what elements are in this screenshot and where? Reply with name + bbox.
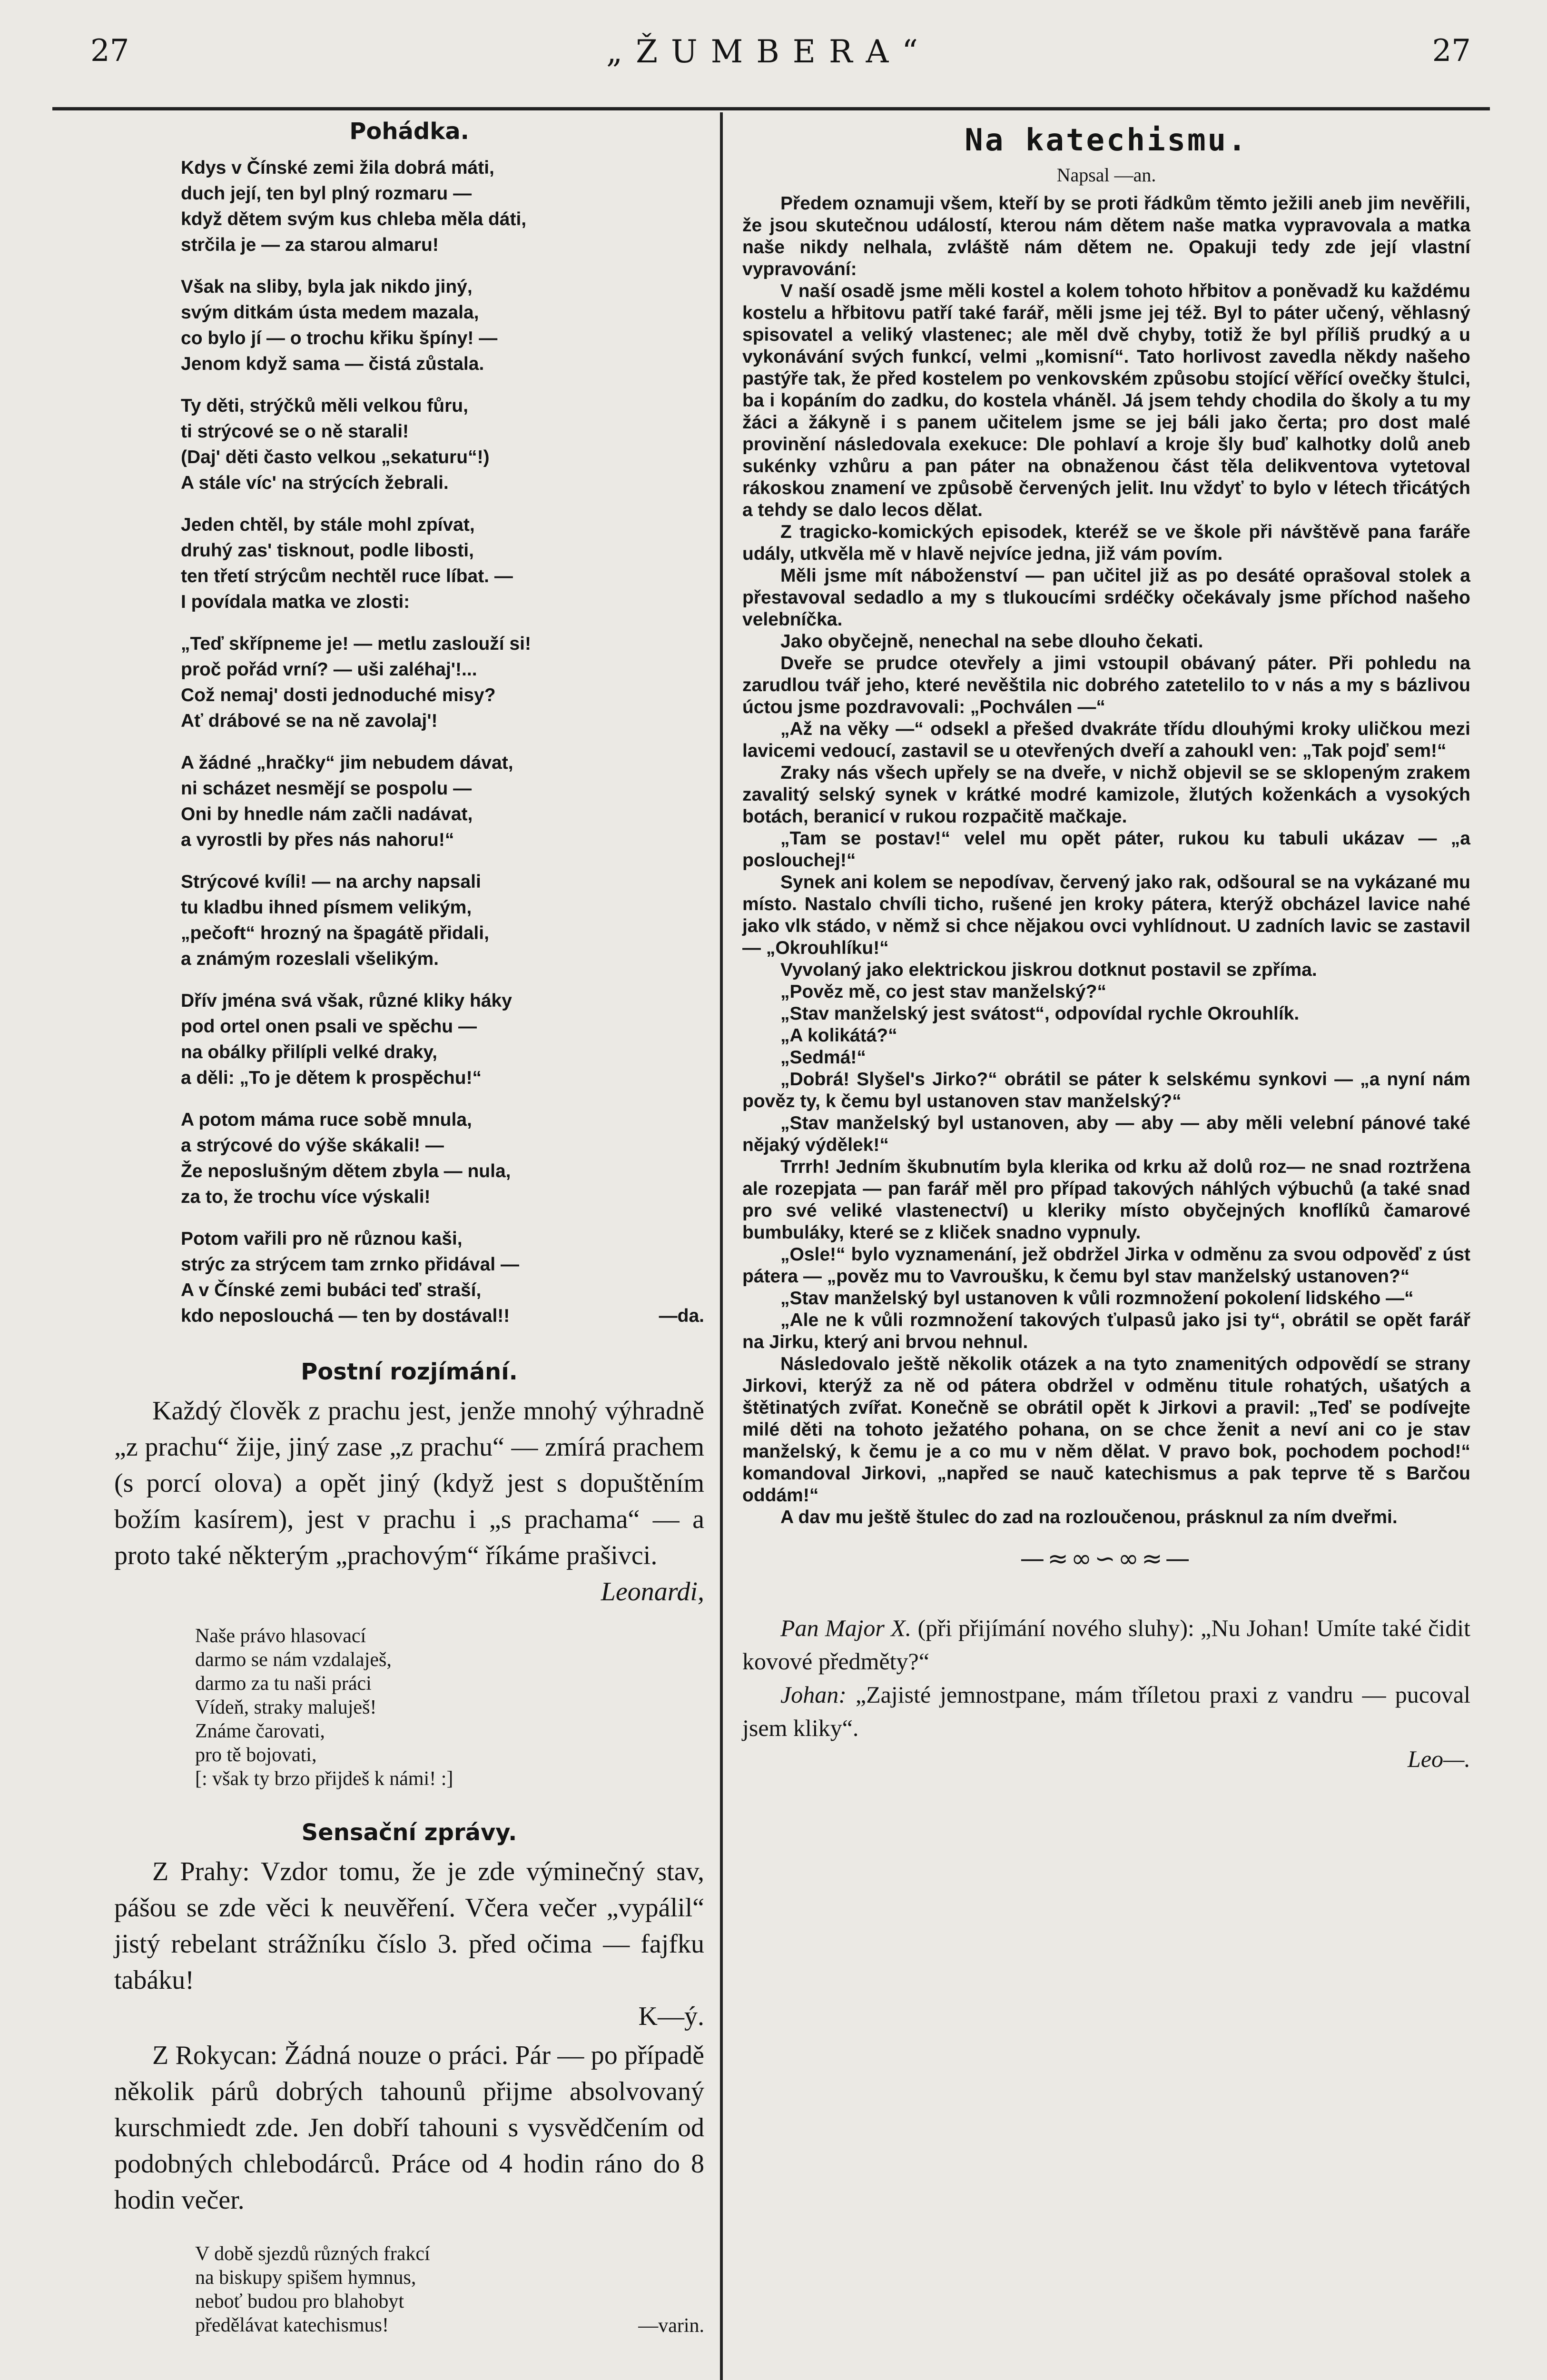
verse-line: Jenom když sama — čistá zůstala. bbox=[181, 354, 484, 374]
anecdote-line-1 bbox=[742, 1611, 1470, 1678]
paragraph: „Osle!“ bylo vyznamenání, jež obdržel Jirka v odměnu za svou odpověď z úst pátera — „pověz mu to Vavroušku, k čemu byl stav manželský ustanoven?“ bbox=[742, 1244, 1470, 1287]
pohadka-stanza-10 bbox=[181, 1226, 704, 1329]
verse-line: ni scházet nesmějí se pospolu — bbox=[181, 778, 472, 799]
verse-line: duch její, ten byl plný rozmaru — bbox=[181, 183, 472, 204]
column-divider bbox=[720, 112, 723, 2380]
verse-line: pro tě bojovati, bbox=[195, 1744, 317, 1766]
sensacni-verse bbox=[195, 2242, 704, 2337]
verse-line: Potom vařili pro ně různou kaši, bbox=[181, 1229, 463, 1249]
verse-line: Známe čarovati, bbox=[195, 1720, 325, 1742]
verse-line: Strýcové kvíli! — na archy napsali bbox=[181, 872, 481, 892]
verse-line: A potom máma ruce sobě mnula, bbox=[181, 1110, 472, 1130]
ornament-divider: —≈∞∽∞≈— bbox=[1020, 1545, 1193, 1573]
masthead-title: „ŽUMBERA“ bbox=[606, 33, 932, 70]
pohadka-stanza-10-wrap bbox=[181, 1226, 704, 1329]
speaker-name: Johan: bbox=[780, 1681, 847, 1708]
verse-line: Že neposlušným dětem zbyla — nula, bbox=[181, 1161, 511, 1181]
katechismus-byline: Napsal —an. bbox=[1056, 164, 1156, 186]
paragraph: „Tam se postav!“ velel mu opět páter, rukou ku tabuli ukázav — „a poslouchej!“ bbox=[742, 828, 1470, 871]
verse-line: Oni by hnedle nám začli nadávat, bbox=[181, 804, 473, 824]
page-number-left: 27 bbox=[90, 33, 129, 69]
paragraph: „Stav manželský byl ustanoven, aby — aby — aby měli velební pánové také nějaký výdělek!“ bbox=[742, 1113, 1470, 1155]
paragraph: Dveře se prudce otevřely a jimi vstoupil obávaný páter. Při pohledu na zarudlou tvář jeho, které nevěštila nic dobrého zatetelilo to v nás a my s bázlivou úctou jsme pozdravovali: „Pochválen —“ bbox=[742, 653, 1470, 717]
verse-line: předělávat katechismus! bbox=[195, 2314, 389, 2336]
verse-line: pod ortel onen psali ve spěchu — bbox=[181, 1016, 477, 1037]
verse-line: I povídala matka ve zlosti: bbox=[181, 592, 410, 612]
verse-line: Ty děti, strýčků měli velkou fůru, bbox=[181, 396, 468, 416]
katechismus-body bbox=[742, 193, 1470, 1528]
verse-line: A žádné „hračky“ jim nebudem dávat, bbox=[181, 753, 513, 773]
sensacni-praha-signature: K—ý. bbox=[638, 2002, 704, 2031]
verse-line: a známým rozeslali všelikým. bbox=[181, 949, 439, 969]
paragraph: Měli jsme mít náboženství — pan učitel již as po desáté oprašoval stolek a přestavoval sedadlo a my s tlukoucími srdéčky očekávaly jsme příchod našeho velebníčka. bbox=[742, 565, 1470, 630]
anecdote-signature: Leo—. bbox=[1408, 1745, 1470, 1772]
verse-line: druhý zas' tisknout, podle libosti, bbox=[181, 540, 474, 561]
anecdote bbox=[742, 1611, 1470, 1773]
paragraph: Z tragicko-komických episodek, kteréž se ve škole při návštěvě pana faráře udály, utkvěla mě v hlavě nejvíce jedna, již vám povím. bbox=[742, 522, 1470, 564]
verse-line: strýc za strýcem tam zrnko přidával — bbox=[181, 1254, 519, 1275]
sensacni-verse-signature: —varin. bbox=[638, 2315, 704, 2337]
pohadka-stanza-3 bbox=[181, 393, 704, 496]
paragraph: Synek ani kolem se nepodívav, červený jako rak, odšoural se na vykázané mu místo. Nastalo chvíli ticho, rušené jen kroky pátera, kterýž obcházel lavice nahé jako vlk stádo, v němž si chce nějakou ovci vyhlídnout. U zadních lavic se zastavil — „Okrouhlíku!“ bbox=[742, 872, 1470, 958]
page-header bbox=[43, 33, 1495, 86]
verse-line: za to, že trochu více výskali! bbox=[181, 1187, 431, 1207]
pohadka-stanza-2 bbox=[181, 274, 704, 377]
paragraph: „Pověz mě, co jest stav manželský?“ bbox=[780, 982, 1106, 1002]
paragraph: „Až na věky —“ odsekl a přešed dvakráte třídu dlouhými kroky uličkou mezi lavicemi vedoucí, zastavil se u otevřených dveří a zahoukl ven: „Tak pojď sem!“ bbox=[742, 719, 1470, 761]
paragraph: V naší osadě jsme měli kostel a kolem tohoto hřbitov a poněvadž ku každému kostelu a hřbitovu patří také farář, měli jsme jej též. Byl to páter učený, věhlasný spisovatel a veliký vlastenec; ale měl dvě chyby, totiž že byl příliš prudký a u vykonávání svých funkcí, velmi „komisní“. Tato horlivost zavedla někdy našeho pastýře tak, že před kostelem po venkovském způsobu stojící věřící ovečky štulci, ba i kopáním do zadku, do kostela vháněl. Já jsem tehdy chodila do školy a tu my žáci a žákyně i s panem učitelem jsme se jej báli jako čerta; pro dost malé provinění následovala exekuce: Dle pohlaví a kroje šly buď kalhotky dolů aneb sukénky vzhůru a pan páter na obnaženou část těla delikventova vytetoval rákoskou znamení ve způsobě červených jelit. Inu vždyť to bylo v létech třicátých a tehdy se dalo lecos dělat. bbox=[742, 281, 1470, 520]
verse-line: darmo za tu naši práci bbox=[195, 1673, 372, 1695]
verse-line: „pečoft“ hrozný na špagátě přidali, bbox=[181, 923, 489, 943]
verse-line: a vyrostli by přes nás nahoru!“ bbox=[181, 830, 454, 850]
verse-line: A v Čínské zemi bubáci teď straší, bbox=[181, 1280, 482, 1300]
verse-line: co bylo jí — o trochu křiku špíny! — bbox=[181, 328, 498, 348]
paragraph: „Ale ne k vůli rozmnožení takových ťulpasů jako jsi ty“, obrátil se opět farář na Jirku, který ani brvou nehnul. bbox=[742, 1310, 1470, 1352]
verse-line: kdo neposlouchá — ten by dostával!! bbox=[181, 1306, 510, 1326]
paragraph: „Dobrá! Slyšel's Jirko?“ obrátil se páter k selskému synkovi — „a nyní nám pověz ty, k čemu byl ustanoven stav manželský?“ bbox=[742, 1069, 1470, 1111]
verse-line: V době sjezdů různých frakcí bbox=[195, 2243, 430, 2265]
pohadka-title: Pohádka. bbox=[349, 118, 469, 145]
sensacni-rokycany: Z Rokycan: Žádná nouze o práci. Pár — po případě několik párů dobrých tahounů přijme absolvovaný kurschmiedt zde. Jen dobří tahouni s vysvědčením od podobných chlebodárců. Práce od 4 hodin ráno do 8 hodin večer. bbox=[114, 2041, 704, 2215]
verse-line: Vídeň, straky maluješ! bbox=[195, 1696, 377, 1718]
right-column bbox=[742, 112, 1470, 2380]
verse-line: ti strýcové se o ně starali! bbox=[181, 421, 409, 442]
postni-text: Každý člověk z prachu jest, jenže mnohý výhradně „z prachu“ žije, jiný zase „z prachu“ — zmírá prachem (s porcí olova) a opět jiný (když jest s dopuštěním božím kasírem), jest v prachu i „s prachama“ — a proto také některým „prachovým“ říkáme prašivci. bbox=[114, 1396, 704, 1570]
page-number-right: 27 bbox=[1432, 33, 1471, 69]
postni-verse bbox=[195, 1624, 704, 1791]
anecdote-line-2 bbox=[742, 1678, 1470, 1745]
verse-line: A stále víc' na strýcích žebrali. bbox=[181, 473, 449, 493]
postni-title: Postní rozjímání. bbox=[301, 1359, 518, 1385]
pohadka-poem bbox=[181, 155, 704, 1329]
paragraph: „A kolikátá?“ bbox=[780, 1025, 897, 1046]
pohadka-stanza-8 bbox=[181, 988, 704, 1091]
pohadka-stanza-1 bbox=[181, 155, 704, 258]
speaker-name: Pan Major X. bbox=[780, 1615, 912, 1641]
verse-line: (Daj' děti často velkou „sekaturu“!) bbox=[181, 447, 490, 467]
verse-line: když dětem svým kus chleba měla dáti, bbox=[181, 209, 527, 229]
verse-line: proč pořád vrní? — uši zaléhaj'!... bbox=[181, 659, 477, 680]
pohadka-stanza-4 bbox=[181, 512, 704, 615]
paragraph: Trrrh! Jedním škubnutím byla klerika od krku až dolů roz— ne snad roztržena ale rozepjata — pan farář měl pro případ takových náhlých výbuchů (a také snad pro své veliké vlastenectví) u kleriky místo obyčejných knoflíků čamarové bumbuláky, které se z kliček snadno vypnuly. bbox=[742, 1157, 1470, 1243]
speaker-text: „Zajisté jemnostpane, mám tříletou praxi z vandru — pucoval jsem kliky“. bbox=[742, 1681, 1470, 1741]
verse-line: tu kladbu ihned písmem velikým, bbox=[181, 897, 472, 918]
katechismus-title: Na katechismu. bbox=[965, 123, 1248, 158]
verse-line: strčila je — za starou almaru! bbox=[181, 235, 439, 255]
postni-signature: Leonardi, bbox=[601, 1577, 704, 1606]
pohadka-stanza-6 bbox=[181, 750, 704, 853]
verse-line: svým ditkám ústa medem mazala, bbox=[181, 302, 479, 323]
speaker-text: (při přijímání nového sluhy): „Nu Johan! Umíte také čidit kovové předměty?“ bbox=[742, 1615, 1470, 1675]
paragraph: Následovalo ještě několik otázek a na tyto znamenitých odpovědí se strany Jirkovi, kterýž za ně od pátera obdržel v odměnu titule rohatých, ušatých a štětinatých zvířat. Konečně se obrátil opět k Jirkovi a pravil: „Teď se podívejte milé děti na tohoto ježatého pohana, on se chce ženit a neví ani co je stav manželský, k čemu je a co mu v něm dělat. V pravo bok, pochodem pochod!“ komandoval Jirkovi, „napřed se nauč katechismus a pak teprve tě s Barčou oddám!“ bbox=[742, 1354, 1470, 1506]
paragraph: „Stav manželský byl ustanoven k vůli rozmnožení pokolení lidského —“ bbox=[780, 1288, 1414, 1309]
verse-line: Kdys v Čínské zemi žila dobrá máti, bbox=[181, 158, 494, 178]
verse-line: [: však ty brzo přijdeš k námi! :] bbox=[195, 1768, 453, 1790]
pohadka-signature: —da. bbox=[659, 1306, 704, 1326]
verse-line: ten třetí strýcům nechtěl ruce líbat. — bbox=[181, 566, 513, 586]
left-column bbox=[114, 112, 704, 2380]
sensacni-title: Sensační zprávy. bbox=[301, 1819, 517, 1846]
verse-line: neboť budou pro blahobyt bbox=[195, 2291, 404, 2312]
paragraph: Předem oznamuji všem, kteří by se proti řádkům těmto ježili aneb jim nevěřili, že jsou skutečnou událostí, kterou nám dětem naše matka vypravovala a matka naše nikdy nelhala, zvláště nám dětem ne. Opakuji tedy zde její vlastní vypravování: bbox=[742, 193, 1470, 279]
pohadka-stanza-5 bbox=[181, 631, 704, 734]
verse-line: a strýcové do výše skákali! — bbox=[181, 1135, 444, 1156]
header-rule bbox=[52, 107, 1490, 110]
verse-line: Však na sliby, byla jak nikdo jiný, bbox=[181, 277, 473, 297]
sensacni-praha: Z Prahy: Vzdor tomu, že je zde výminečný stav, pášou se zde věci k neuvěření. Včera večer „vypálil“ jistý rebelant strážníku číslo 3. před očima — fajfku tabáku! bbox=[114, 1857, 704, 1995]
verse-line: na obálky přilípli velké draky, bbox=[181, 1042, 438, 1062]
verse-line: darmo se nám vzdalaješ, bbox=[195, 1649, 392, 1671]
verse-line: Jeden chtěl, by stále mohl zpívat, bbox=[181, 515, 475, 535]
pohadka-stanza-7 bbox=[181, 869, 704, 972]
paragraph: „Stav manželský jest svátost“, odpovídal rychle Okrouhlík. bbox=[780, 1003, 1300, 1024]
verse-line: Což nemaj' dosti jednoduché misy? bbox=[181, 685, 496, 705]
paragraph: Vyvolaný jako elektrickou jiskrou dotknut postavil se zpříma. bbox=[780, 960, 1317, 980]
paragraph: A dav mu ještě štulec do zad na rozloučenou, prásknul za ním dveřmi. bbox=[780, 1507, 1398, 1527]
verse-line: Ať drábové se na ně zavolaj'! bbox=[181, 711, 438, 731]
paragraph: Jako obyčejně, nenechal na sebe dlouho čekati. bbox=[780, 631, 1203, 652]
sensacni-verse-wrap bbox=[195, 2242, 704, 2337]
verse-line: Naše právo hlasovací bbox=[195, 1625, 366, 1647]
verse-line: a děli: „To je dětem k prospěchu!“ bbox=[181, 1068, 482, 1088]
verse-line: na biskupy spišem hymnus, bbox=[195, 2267, 416, 2289]
paragraph: „Sedmá!“ bbox=[780, 1047, 866, 1068]
verse-line: Dřív jména svá však, různé kliky háky bbox=[181, 991, 512, 1011]
verse-line: „Teď skřípneme je! — metlu zaslouží si! bbox=[181, 634, 531, 654]
paragraph: Zraky nás všech upřely se na dveře, v nichž objevil se se sklopeným zrakem zavalitý selský synek v krátké modré kamizole, žlutých koženkách a vysokých botách, beranicí v rukou rozpačitě mačkaje. bbox=[742, 763, 1470, 827]
pohadka-stanza-9 bbox=[181, 1107, 704, 1210]
